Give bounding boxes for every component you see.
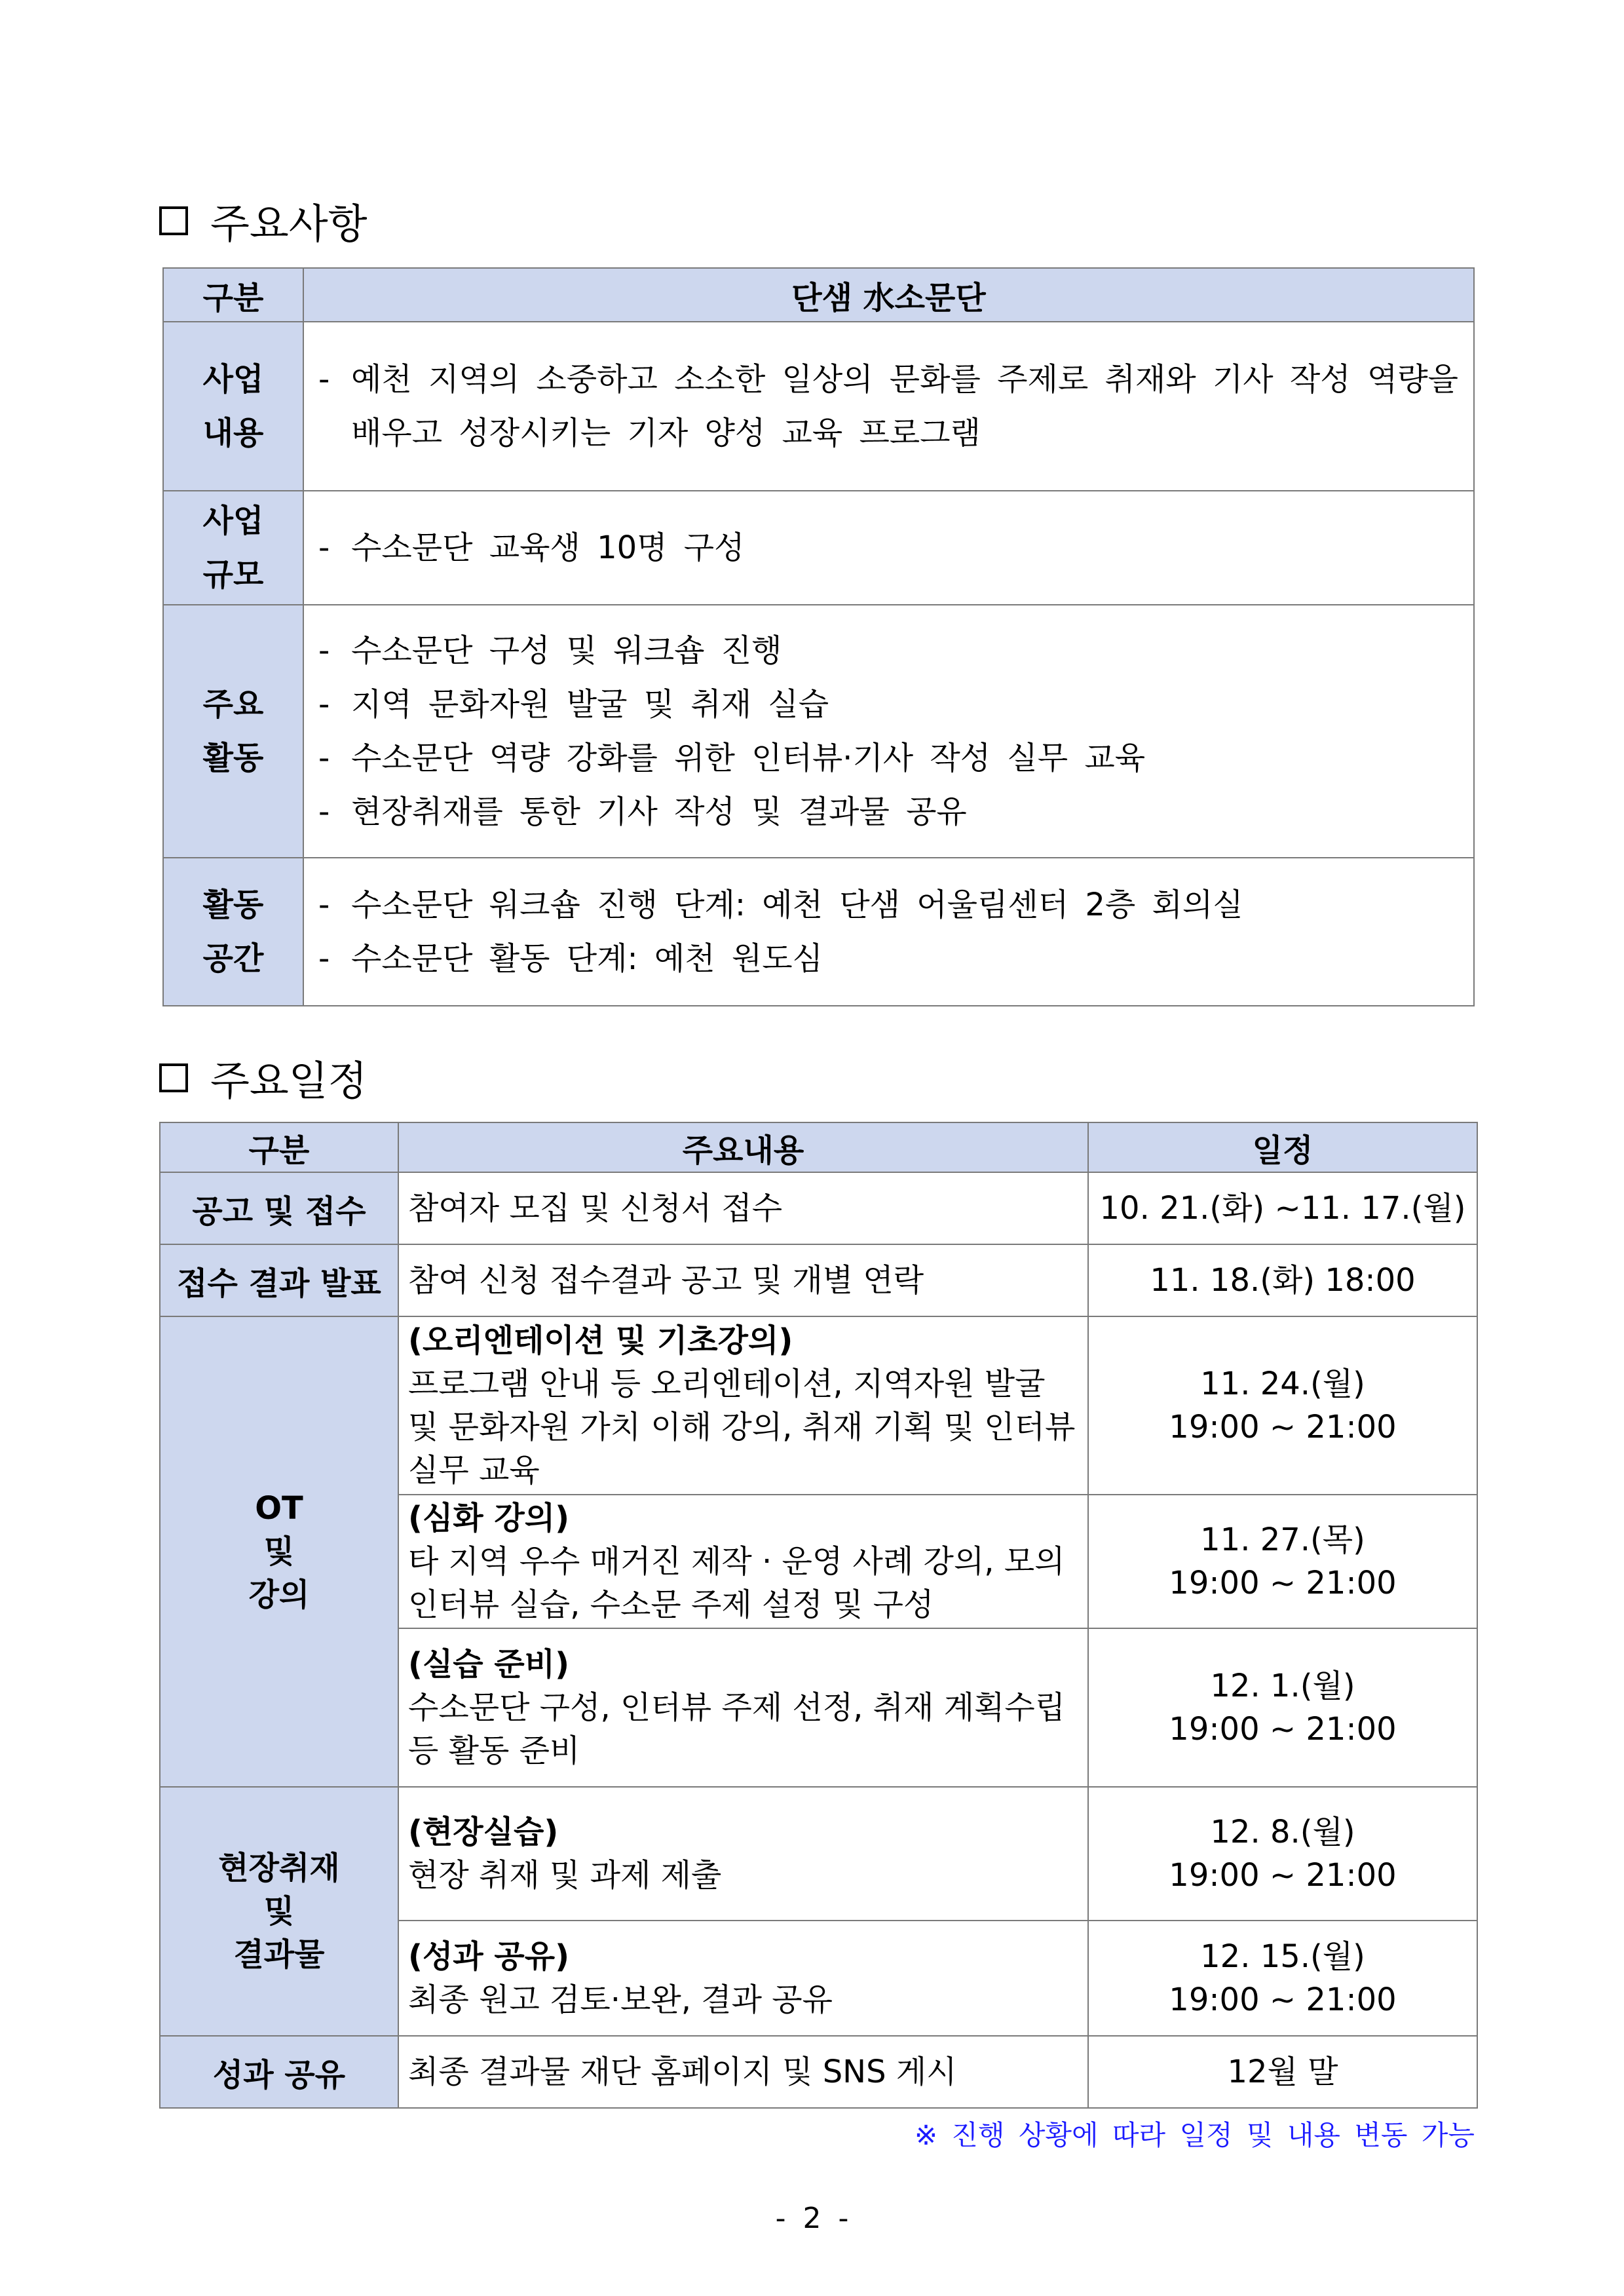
row-date: 12. 15.(월) 19:00 ~ 21:00 — [1088, 1921, 1477, 2036]
list-item: - 수소문단 역량 강화를 위한 인터뷰·기사 작성 실무 교육 — [318, 740, 1146, 776]
row-date: 10. 21.(화) ~11. 17.(월) — [1088, 1172, 1477, 1244]
row-content — [303, 491, 1474, 605]
section-heading-schedule — [159, 1048, 368, 1107]
row-content: 참여 신청 접수결과 공고 및 개별 연락 — [398, 1244, 1088, 1316]
group-label-ot: OT 및 강의 — [160, 1316, 398, 1787]
row-label: 사업 내용 — [163, 322, 303, 491]
table-row — [163, 858, 1474, 1006]
row-label: 성과 공유 — [160, 2036, 398, 2108]
table-row — [160, 1316, 1477, 1495]
row-label: 주요 활동 — [163, 605, 303, 858]
page-number: - 2 - — [775, 2202, 849, 2235]
row-label: 접수 결과 발표 — [160, 1244, 398, 1316]
section-title: 주요일정 — [210, 1057, 368, 1105]
row-date: 12. 1.(월) 19:00 ~ 21:00 — [1088, 1628, 1477, 1787]
header-schedule: 일정 — [1088, 1122, 1477, 1172]
row-content: (현장실습) 현장 취재 및 과제 제출 — [398, 1787, 1088, 1921]
table-row — [160, 1244, 1477, 1316]
row-content: 최종 결과물 재단 홈페이지 및 SNS 게시 — [398, 2036, 1088, 2108]
row-content — [303, 858, 1474, 1006]
row-label: 활동 공간 — [163, 858, 303, 1006]
list-item: - 수소문단 구성 및 워크숍 진행 — [318, 632, 782, 669]
list-item: - 현장취재를 통한 기사 작성 및 결과물 공유 — [318, 794, 967, 830]
checkbox-square-icon — [159, 1063, 188, 1092]
row-date: 12월 말 — [1088, 2036, 1477, 2108]
list-item: - 수소문단 교육생 10명 구성 — [318, 529, 745, 566]
row-date: 12. 8.(월) 19:00 ~ 21:00 — [1088, 1787, 1477, 1921]
header-category: 구분 — [160, 1122, 398, 1172]
list-item: - 수소문단 활동 단계: 예천 원도심 — [318, 940, 823, 977]
row-date: 11. 27.(목) 19:00 ~ 21:00 — [1088, 1495, 1477, 1628]
schedule-table — [159, 1122, 1478, 2109]
list-item: - 수소문단 워크숍 진행 단계: 예천 단샘 어울림센터 2층 회의실 — [318, 887, 1243, 923]
table-header-row — [160, 1122, 1477, 1172]
header-content: 주요내용 — [398, 1122, 1088, 1172]
row-content: (성과 공유) 최종 원고 검토·보완, 결과 공유 — [398, 1921, 1088, 2036]
list-item: - 지역 문화자원 발굴 및 취재 실습 — [318, 686, 829, 723]
row-content — [303, 605, 1474, 858]
table-row — [160, 2036, 1477, 2108]
schedule-note: ※ 진행 상황에 따라 일정 및 내용 변동 가능 — [914, 2119, 1475, 2151]
section-title: 주요사항 — [210, 200, 368, 248]
row-content — [303, 322, 1474, 491]
row-date: 11. 18.(화) 18:00 — [1088, 1244, 1477, 1316]
table-row — [160, 1172, 1477, 1244]
checkbox-square-icon — [159, 206, 188, 235]
table-row — [163, 322, 1474, 491]
table-row — [160, 1787, 1477, 1921]
table-row — [163, 605, 1474, 858]
row-content: (실습 준비) 수소문단 구성, 인터뷰 주제 선정, 취재 계획수립 등 활동 준비 — [398, 1628, 1088, 1787]
header-category: 구분 — [163, 268, 303, 322]
table-row — [163, 491, 1474, 605]
group-label-field: 현장취재 및 결과물 — [160, 1787, 398, 2036]
list-item: - 예천 지역의 소중하고 소소한 일상의 문화를 주제로 취재와 기사 작성 역량을 배우고 성장시키는 기자 양성 교육 프로그램 — [318, 361, 1458, 451]
section-heading-main-items — [159, 191, 368, 250]
table-header-row — [163, 268, 1474, 322]
row-date: 11. 24.(월) 19:00 ~ 21:00 — [1088, 1316, 1477, 1495]
row-content: (오리엔테이션 및 기초강의) 프로그램 안내 등 오리엔테이션, 지역자원 발굴 및 문화자원 가치 이해 강의, 취재 기획 및 인터뷰 실무 교육 — [398, 1316, 1088, 1495]
main-items-table — [162, 267, 1475, 1006]
row-label: 공고 및 접수 — [160, 1172, 398, 1244]
row-content: (심화 강의) 타 지역 우수 매거진 제작 · 운영 사례 강의, 모의 인터뷰 실습, 수소문 주제 설정 및 구성 — [398, 1495, 1088, 1628]
row-label: 사업 규모 — [163, 491, 303, 605]
header-program-title: 단샘 水소문단 — [303, 268, 1474, 322]
row-content: 참여자 모집 및 신청서 접수 — [398, 1172, 1088, 1244]
